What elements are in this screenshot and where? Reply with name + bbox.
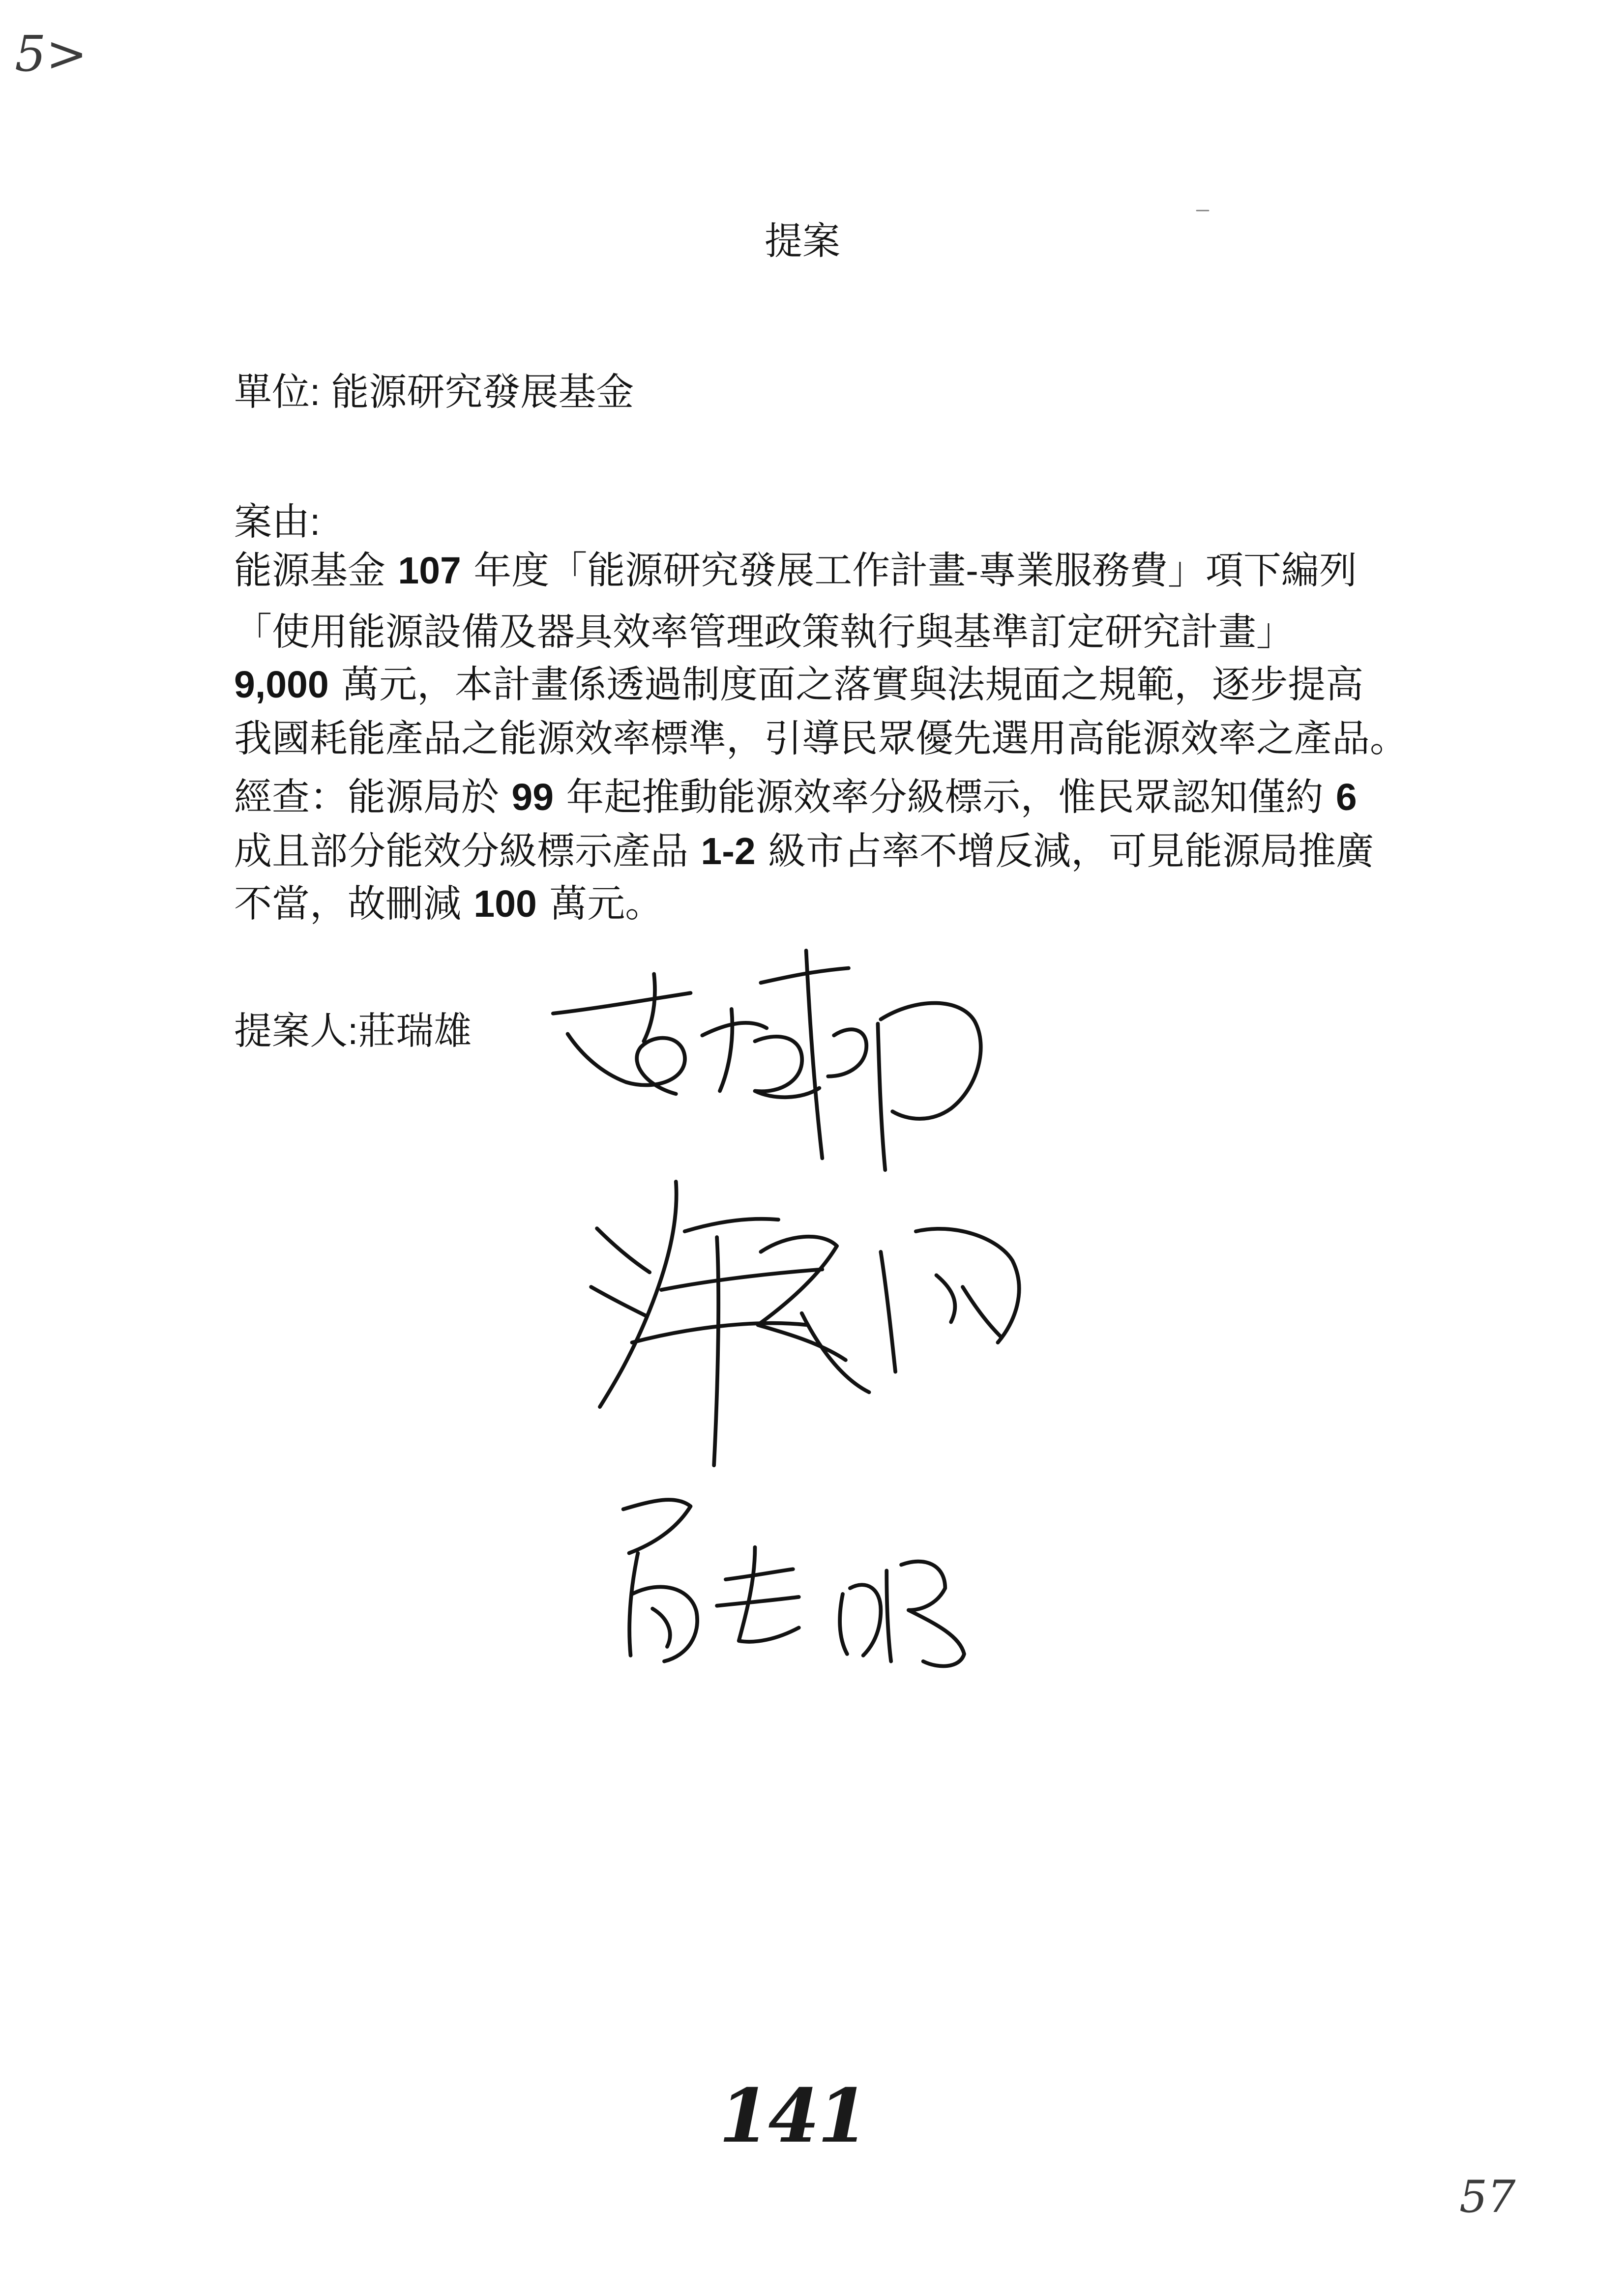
reason-text: 級市占率不增反減，可見能源局推廣 [757,830,1374,872]
reason-number: 100 [473,883,537,925]
reason-text: 經查：能源局於 [234,776,510,818]
reason-text: 成且部分能效分級標示產品 [234,830,699,872]
reason-number: 107 [398,550,461,592]
reason-text: 能源基金 [234,550,396,592]
reason-line-4 [234,712,1408,766]
reason-number: 6 [1335,776,1357,818]
proposer-row [234,1004,472,1058]
reason-line-1 [234,544,1357,598]
proposer-name: 莊瑞雄 [358,1010,472,1052]
handwritten-corner-number: 57 [1459,2171,1516,2223]
unit-label: 單位: [234,371,321,413]
handwritten-page-number: 141 [719,2073,867,2159]
reason-label: 案由: [234,501,321,543]
signature-1 [553,951,981,1170]
reason-line-7 [234,877,663,931]
unit-value: 能源研究發展基金 [331,371,634,413]
reason-line-3 [234,658,1363,712]
reason-line-5 [234,770,1359,824]
reason-line-6 [234,824,1374,878]
reason-text: 年度「能源研究發展工作計畫-專業服務費」項下編列 [463,550,1357,592]
reason-text: 年起推動能源效率分級標示，惟民眾認知僅約 [556,776,1334,818]
reason-text: 我國耗能產品之能源效率標準，引導民眾優先選用高能源效率之產品。 [234,718,1408,760]
signature-3 [623,1500,964,1666]
signature-2 [591,1182,1019,1465]
document-title: 提案 [765,220,840,262]
reason-text: 「使用能源設備及器具效率管理政策執行與基準訂定研究計畫」 [234,611,1294,653]
proposer-label: 提案人: [234,1010,358,1052]
reason-number: 9,000 [234,664,329,706]
reason-line-2 [234,605,1294,659]
reason-number: 99 [511,776,554,818]
reason-number: 1-2 [701,830,756,872]
reason-text: 萬元，本計畫係透過制度面之落實與法規面之規範，逐步提高 [330,664,1364,706]
unit-row [234,365,634,419]
handwritten-corner-mark: 5> [15,25,88,83]
reason-text: 不當，故刪減 [234,883,472,925]
reason-text: 萬元。 [538,883,663,925]
